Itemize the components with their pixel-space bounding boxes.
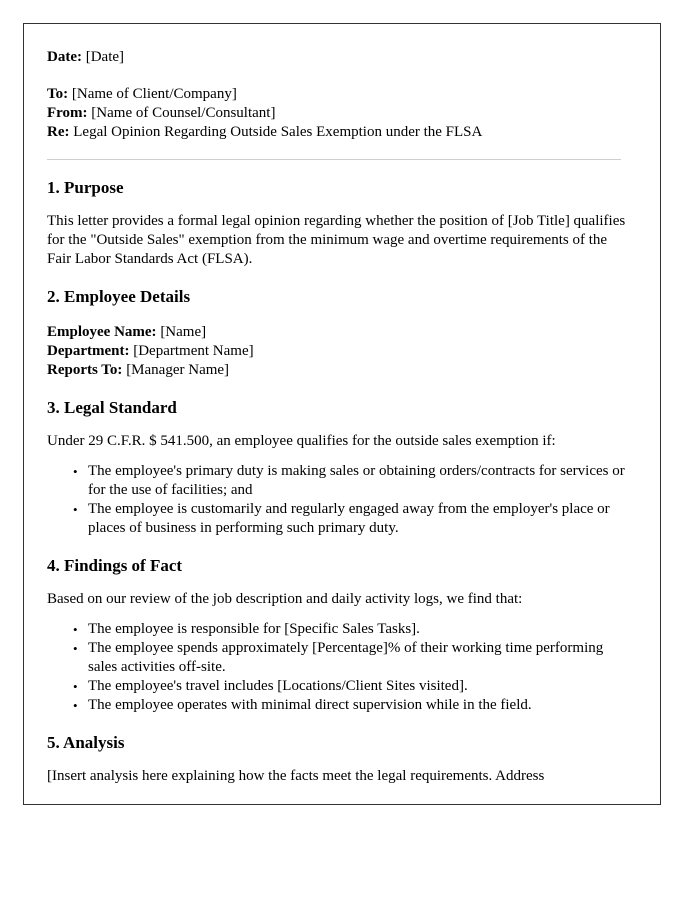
list-item: • The employee spends approximately [Percentage]% of their working time performing sales activities off-site. [88,639,630,677]
re-label: Re: [47,124,70,140]
document-page [23,23,661,805]
from-label: From: [47,105,88,121]
document-body [24,24,660,786]
re-value: Legal Opinion Regarding Outside Sales Exemption under the FLSA [73,124,483,140]
list-item: • The employee is customarily and regularly engaged away from the employer's place or places of business in performing such primary duty. [88,500,630,538]
findings-paragraph: Based on our review of the job description and daily activity logs, we find that: [47,591,523,607]
list-item: • The employee's travel includes [Locations/Client Sites visited]. [88,677,630,696]
employee-details-heading: 2. Employee Details [47,287,191,306]
to-value: [Name of Client/Company] [71,86,237,102]
date-value: [Date] [85,49,125,65]
section-employee-details [47,286,630,380]
department-row [47,342,630,361]
findings-heading: 4. Findings of Fact [47,556,183,575]
legal-standard-heading: 3. Legal Standard [47,398,177,417]
to-label: To: [47,86,69,102]
section-findings-of-fact [47,555,630,715]
department-value: [Department Name] [133,343,254,359]
employee-name-value: [Name] [160,324,207,340]
header-from-line [47,104,630,123]
list-item: • The employee operates with minimal direct supervision while in the field. [88,696,630,715]
analysis-heading: 5. Analysis [47,733,125,752]
header-divider [47,159,621,160]
date-label: Date: [47,49,82,65]
section-legal-standard [47,397,630,538]
letter-header [47,48,630,142]
findings-list [47,620,630,715]
analysis-paragraph: [Insert analysis here explaining how the facts meet the legal requirements. Address [47,768,545,784]
header-date-line [47,48,630,67]
purpose-paragraph: This letter provides a formal legal opinion regarding whether the position of [Job Title] qualifies for the "Outside Sales" exemption from the minimum wage and overtime requirements of the Fair Labor Standards Act (FLSA). [47,213,626,267]
from-value: [Name of Counsel/Consultant] [91,105,276,121]
header-re-line [47,123,630,142]
employee-name-row [47,323,630,342]
reports-to-value: [Manager Name] [126,362,230,378]
department-label: Department: [47,343,130,359]
section-purpose [47,177,630,269]
header-to-line [47,85,630,104]
reports-to-label: Reports To: [47,362,123,378]
legal-standard-paragraph: Under 29 C.F.R. $ 541.500, an employee qualifies for the outside sales exemption if: [47,433,556,449]
reports-to-row [47,361,630,380]
legal-standard-list [47,462,630,538]
employee-name-label: Employee Name: [47,324,157,340]
section-analysis [47,732,630,786]
list-item: • The employee is responsible for [Specific Sales Tasks]. [88,620,630,639]
list-item: • The employee's primary duty is making sales or obtaining orders/contracts for services or for the use of facilities; and [88,462,630,500]
purpose-heading: 1. Purpose [47,178,124,197]
